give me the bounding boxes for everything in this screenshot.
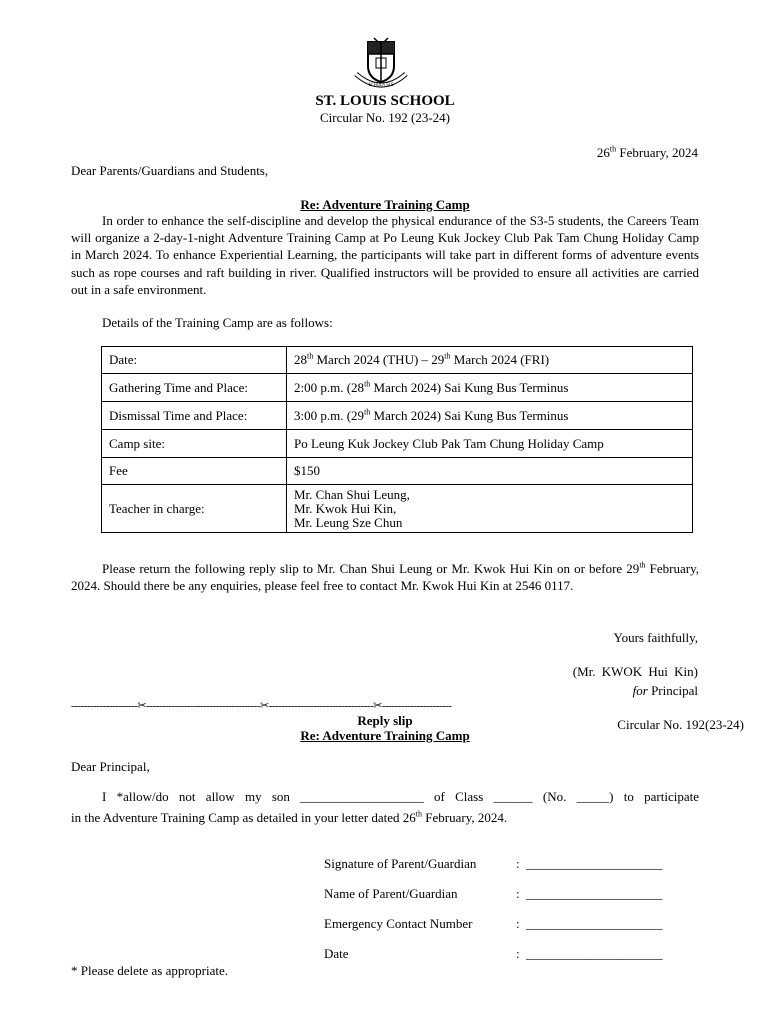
crest-motto: SCHOLA SLS [368,82,394,87]
table-row [102,458,693,485]
fee-value: $150 [287,458,693,485]
consent-line-2: in the Adventure Training Camp as detailed in your letter dated 26th February, 2024. [71,809,508,825]
letter-body: In order to enhance the self-discipline and develop the physical endurance of the S3-5 students, the Careers Team will organize a 2-day-1-night Adventure Training Camp at Po Leung Kuk Jockey Club Pak Tam Chung Holiday Camp in March 2024. To enhance Experiential Learning, the participants will take part in different forms of adventure events such as rope courses and raft building in river. Qualified instructors will be provided to ensure all activities are carried out in a safe environment. [71,213,699,297]
camp-site-label: Camp site: [102,430,287,458]
table-row [102,485,693,533]
circular-number: Circular No. 192 (23-24) [320,110,450,125]
table-row [102,374,693,402]
fee-label: Fee [102,458,287,485]
footnote: * Please delete as appropriate. [71,963,229,978]
details-intro: Details of the Training Camp are as follows: [102,315,333,330]
reply-greeting: Dear Principal, [71,759,150,774]
signature-field[interactable]: Signature of Parent/Guardian : _____________________ [324,856,663,871]
table-row [102,430,693,458]
reply-slip-title: Reply slip [357,713,413,728]
teacher-2: Mr. Kwok Hui Kin, [294,500,397,516]
reply-slip-subject: Re: Adventure Training Camp [300,728,470,743]
teacher-1: Mr. Chan Shui Leung, [294,486,410,502]
closing-yours: Yours faithfully, [613,630,698,645]
letter-date: 26th February, 2024 [596,144,698,160]
reply-slip-circular: Circular No. 192(23-24) [617,717,744,732]
teacher-3: Mr. Leung Sze Chun [294,514,403,530]
table-row [102,402,693,430]
consent-line: I *allow/do not allow my son ___________________ of Class ______ (No. _____) to participate [102,789,699,804]
emergency-contact-field[interactable]: Emergency Contact Number : _____________________ [324,916,663,931]
date-label: Date: [102,347,287,374]
dismissal-label: Dismissal Time and Place: [102,402,287,430]
school-crest-logo [350,36,412,90]
letter-greeting: Dear Parents/Guardians and Students, [71,163,269,178]
teacher-label: Teacher in charge: [102,485,287,533]
school-name: ST. LOUIS SCHOOL [315,93,455,109]
gathering-label: Gathering Time and Place: [102,374,287,402]
camp-details-table [101,346,693,533]
signer-role: for Principal [632,683,698,698]
guardian-name-field[interactable]: Name of Parent/Guardian : _____________________ [324,886,663,901]
teacher-value [287,485,693,533]
cut-line: ---------------------✂------------------------------------✂---------------------------------✂---------------------- [71,700,452,712]
camp-site-value: Po Leung Kuk Jockey Club Pak Tam Chung Holiday Camp [287,430,693,458]
gathering-value: 2:00 p.m. (28th March 2024) Sai Kung Bus Terminus [287,374,693,402]
signer-name: (Mr. KWOK Hui Kin) [572,664,698,679]
return-note: Please return the following reply slip to Mr. Chan Shui Leung or Mr. Kwok Hui Kin on or before 29th February, 2024. Should there be any enquiries, please feel free to contact Mr. Kwok Hui Kin at 2546 0117. [71,560,699,594]
letter-subject: Re: Adventure Training Camp [300,197,470,212]
date-value: 28th March 2024 (THU) – 29th March 2024 (FRI) [287,347,693,374]
table-row [102,347,693,374]
date-field[interactable]: Date : _____________________ [324,946,663,961]
dismissal-value: 3:00 p.m. (29th March 2024) Sai Kung Bus Terminus [287,402,693,430]
